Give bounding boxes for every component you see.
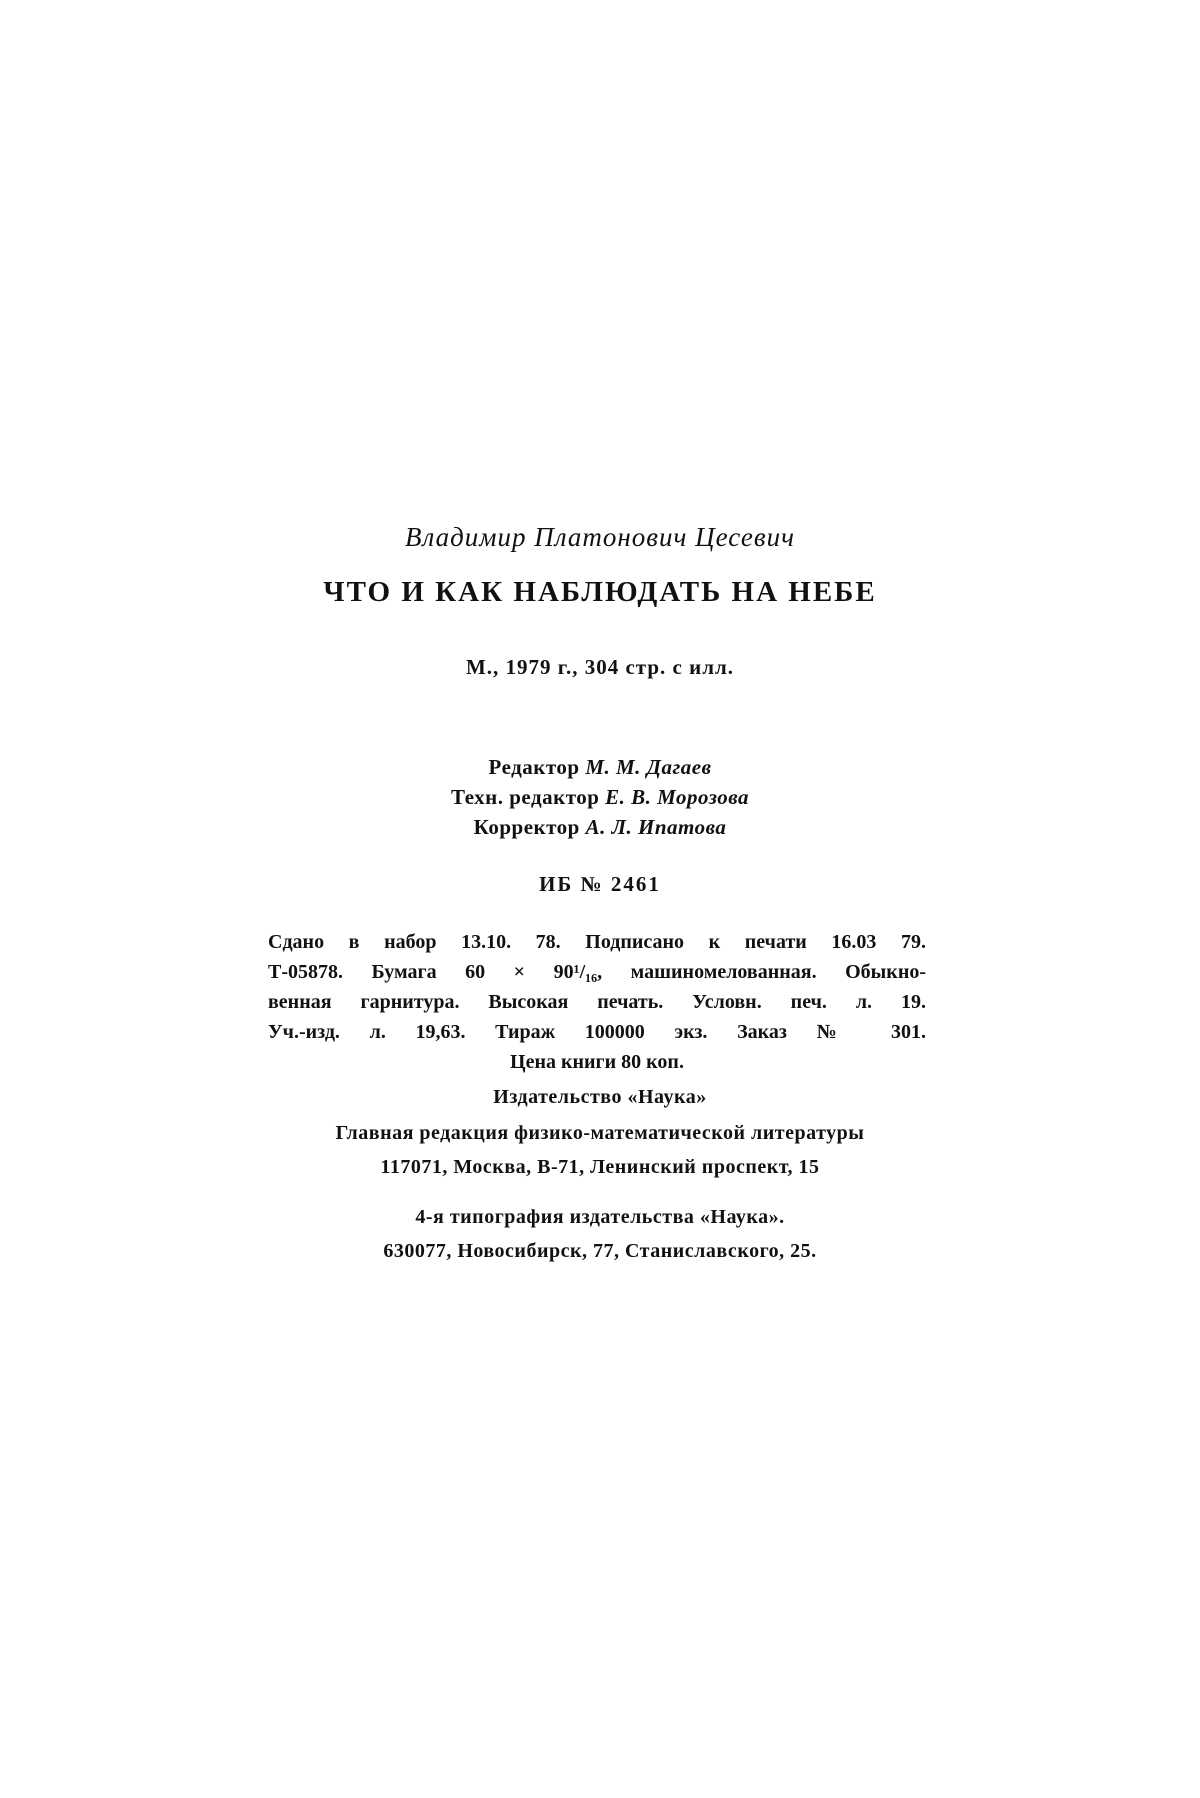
credit-person: Е. В. Морозова [605, 785, 749, 809]
author-name: Владимир Платонович Цесевич [405, 522, 795, 552]
credit-role: Корректор [473, 815, 580, 839]
credit-role: Редактор [488, 755, 580, 779]
publisher-address: 117071, Москва, В-71, Ленинский проспект, 15 [380, 1156, 820, 1178]
publisher-name: Издательство «Наука» [493, 1086, 707, 1108]
publisher-division: Главная редакция физико-математической литературы [335, 1122, 865, 1144]
printer-name: 4-я типография издательства «Наука». [415, 1206, 785, 1228]
ib-number: ИБ № 2461 [539, 872, 661, 896]
credit-person: А. Л. Ипатова [585, 815, 727, 839]
print-details [268, 927, 926, 1077]
credit-role: Техн. редактор [451, 785, 600, 809]
book-title: ЧТО И КАК НАБЛЮДАТЬ НА НЕБЕ [323, 576, 877, 608]
print-details-line: венная гарнитура. Высокая печать. Условн. печ. л. 19. [268, 991, 926, 1013]
publication-info: М., 1979 г., 304 стр. с илл. [465, 655, 735, 679]
printer-address: 630077, Новосибирск, 77, Станиславского, 25. [383, 1240, 817, 1262]
print-details-line: Т-05878. Бумага 60 × 90¹/₁₆, машиномелованная. Обыкно- [268, 961, 926, 983]
credit-person: М. М. Дагаев [585, 755, 712, 779]
print-details-line: Сдано в набор 13.10. 78. Подписано к печати 16.03 79. [268, 931, 926, 953]
credit-tech-editor [0, 785, 1200, 810]
print-details-line: Уч.-изд. л. 19,63. Тираж 100000 экз. Заказ № 301. [268, 1021, 926, 1043]
price-line: Цена книги 80 коп. [510, 1051, 684, 1073]
credit-editor [0, 755, 1200, 780]
credit-proofreader [0, 815, 1200, 840]
